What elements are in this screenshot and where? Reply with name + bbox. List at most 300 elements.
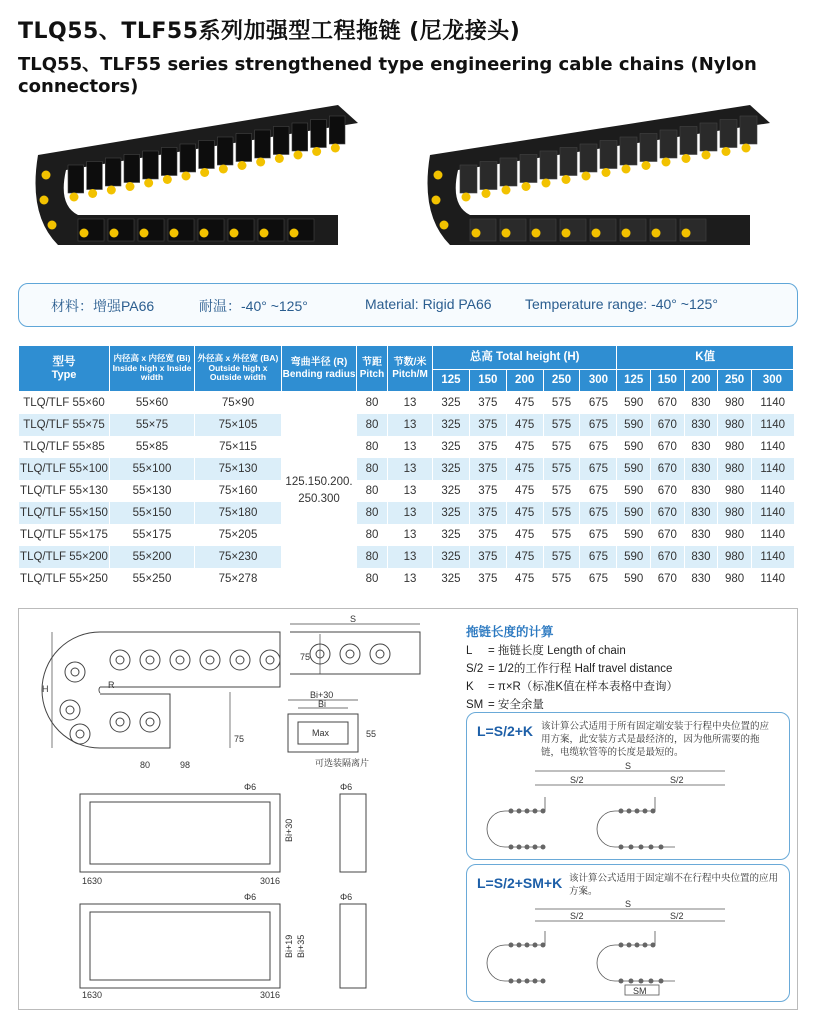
cell-k-value: 1140 xyxy=(751,524,793,546)
cell-type: TLQ/TLF 55×150 xyxy=(19,502,110,524)
chain-link xyxy=(540,151,557,179)
chain-bead xyxy=(619,845,624,850)
cell-total-height: 575 xyxy=(543,546,580,568)
chain-joint xyxy=(562,175,571,184)
cable-chain-photo-tlq xyxy=(18,95,378,270)
cell-inside: 55×85 xyxy=(110,436,195,458)
chain-link xyxy=(311,120,327,148)
cell-type: TLQ/TLF 55×200 xyxy=(19,546,110,568)
chain-bead xyxy=(619,943,624,948)
cell-k-value: 830 xyxy=(684,458,718,480)
cell-total-height: 575 xyxy=(543,524,580,546)
cell-outside: 75×278 xyxy=(195,568,282,590)
roller xyxy=(60,700,80,720)
dim-h: H xyxy=(42,684,49,694)
chain-bead xyxy=(533,845,538,850)
cell-k-value: 830 xyxy=(684,546,718,568)
dim-bi30: Bi+30 xyxy=(310,690,334,700)
temp-cn: 耐温：-40° ~125° xyxy=(199,298,308,314)
chain-bead xyxy=(541,809,546,814)
table-row xyxy=(19,480,794,502)
dim-55: 55 xyxy=(366,729,377,739)
cell-pitch-per-meter: 13 xyxy=(388,392,433,415)
dim-bi: Bi xyxy=(318,699,327,709)
dim-bi19: Bi+19 xyxy=(284,934,294,958)
cell-k-value: 670 xyxy=(651,458,685,480)
header-type: 型号 Type xyxy=(19,346,110,392)
cell-total-height: 325 xyxy=(433,458,470,480)
table-row xyxy=(19,568,794,590)
chain-link xyxy=(143,151,159,179)
cell-k-value: 670 xyxy=(651,524,685,546)
calc-title: 拖链长度的计算 xyxy=(466,625,554,639)
chain-joint xyxy=(260,229,269,238)
cell-total-height: 475 xyxy=(506,502,543,524)
table-row xyxy=(19,436,794,458)
header-h-col-125: 125 xyxy=(433,370,470,392)
chain-link xyxy=(180,144,196,172)
cell-total-height: 575 xyxy=(543,480,580,502)
table-row xyxy=(19,414,794,436)
cell-k-value: 980 xyxy=(718,524,752,546)
chain-joint xyxy=(312,147,321,156)
chain-bead xyxy=(533,809,538,814)
cell-k-value: 670 xyxy=(651,502,685,524)
roller xyxy=(370,644,390,664)
cell-bending-radius: 125.150.200. 250.300 xyxy=(282,392,357,591)
length-calculation xyxy=(466,622,678,712)
chain-bead xyxy=(635,943,640,948)
table-row xyxy=(19,458,794,480)
chain-bead xyxy=(629,845,634,850)
cell-k-value: 670 xyxy=(651,480,685,502)
roller xyxy=(260,650,280,670)
cell-k-value: 830 xyxy=(684,414,718,436)
page-title-en: TLQ55、TLF55 series strengthened type engineering cable chains (Nylon connectors) xyxy=(18,54,757,97)
cell-total-height: 675 xyxy=(580,458,617,480)
chain-bead xyxy=(643,943,648,948)
chain-link xyxy=(700,123,717,151)
chain-joint xyxy=(522,182,531,191)
cell-pitch-per-meter: 13 xyxy=(388,458,433,480)
chain-joint xyxy=(622,229,631,238)
chain-joint xyxy=(502,229,511,238)
dim-3016: 3016 xyxy=(260,876,281,886)
chain-bead xyxy=(541,979,546,984)
cell-total-height: 325 xyxy=(433,436,470,458)
chain-bead xyxy=(525,845,530,850)
cell-inside: 55×130 xyxy=(110,480,195,502)
f1-s: S xyxy=(625,761,632,771)
cell-pitch: 80 xyxy=(357,546,388,568)
chain-link xyxy=(161,148,177,176)
chain-joint xyxy=(702,151,711,160)
cell-total-height: 675 xyxy=(580,414,617,436)
chain-link xyxy=(660,130,677,158)
header-k-col-200: 200 xyxy=(684,370,718,392)
cell-inside: 55×100 xyxy=(110,458,195,480)
chain-bead xyxy=(651,943,656,948)
chain-link xyxy=(105,158,121,186)
cell-k-value: 980 xyxy=(718,480,752,502)
chain-joint xyxy=(163,175,172,184)
cell-total-height: 325 xyxy=(433,568,470,590)
f2-s: S xyxy=(625,899,632,909)
header-h-col-150: 150 xyxy=(469,370,506,392)
chain-bead xyxy=(517,809,522,814)
f1-s2-a: S/2 xyxy=(570,775,584,785)
temp-en: Temperature range: -40° ~125° xyxy=(525,296,718,312)
cell-k-value: 670 xyxy=(651,436,685,458)
cell-total-height: 325 xyxy=(433,480,470,502)
cell-k-value: 1140 xyxy=(751,546,793,568)
chain-joint xyxy=(440,221,449,230)
chain-joint xyxy=(472,229,481,238)
chain-joint xyxy=(200,229,209,238)
header-outside: 外径高 x 外径宽 (BA) Outside high x Outside width xyxy=(195,346,282,392)
dim-phi6: Φ6 xyxy=(244,782,257,792)
cell-total-height: 375 xyxy=(469,502,506,524)
roller xyxy=(110,712,130,732)
cell-outside: 75×115 xyxy=(195,436,282,458)
formula-1-diagram xyxy=(475,761,781,853)
cell-k-value: 590 xyxy=(617,480,651,502)
roller xyxy=(70,724,90,744)
chain-joint xyxy=(48,221,57,230)
chain-joint xyxy=(70,193,79,202)
cell-k-value: 590 xyxy=(617,392,651,415)
cell-pitch: 80 xyxy=(357,458,388,480)
chain-link xyxy=(600,141,617,169)
roller xyxy=(340,644,360,664)
cell-type: TLQ/TLF 55×250 xyxy=(19,568,110,590)
chain-joint xyxy=(230,229,239,238)
cell-total-height: 375 xyxy=(469,524,506,546)
chain-bead xyxy=(619,979,624,984)
cell-outside: 75×230 xyxy=(195,546,282,568)
chain-link xyxy=(460,165,477,193)
dim-98: 98 xyxy=(180,760,191,770)
calc-text: = 1/2的工作行程 Half travel distance xyxy=(488,663,673,675)
calc-symbol: S/2 xyxy=(466,663,484,675)
cell-total-height: 475 xyxy=(506,436,543,458)
cell-outside: 75×180 xyxy=(195,502,282,524)
cell-total-height: 375 xyxy=(469,458,506,480)
cell-outside: 75×105 xyxy=(195,414,282,436)
chain-joint xyxy=(144,179,153,188)
chain-joint xyxy=(80,229,89,238)
cell-pitch: 80 xyxy=(357,414,388,436)
cell-outside: 75×130 xyxy=(195,458,282,480)
cell-pitch: 80 xyxy=(357,480,388,502)
table-row xyxy=(19,502,794,524)
cell-k-value: 830 xyxy=(684,436,718,458)
cell-total-height: 675 xyxy=(580,524,617,546)
chain-bead xyxy=(525,979,530,984)
chain-bead xyxy=(533,943,538,948)
header-h-col-200: 200 xyxy=(506,370,543,392)
chain-link xyxy=(217,137,233,165)
chain-bead xyxy=(635,809,640,814)
calc-text: = π×R（标准K值在样本表格中查询） xyxy=(488,681,679,693)
cell-total-height: 325 xyxy=(433,524,470,546)
cell-k-value: 830 xyxy=(684,524,718,546)
cell-outside: 75×205 xyxy=(195,524,282,546)
chain-link xyxy=(520,155,537,183)
cell-k-value: 980 xyxy=(718,458,752,480)
chain-bead xyxy=(533,979,538,984)
calc-symbol: K xyxy=(466,681,474,693)
cell-k-value: 590 xyxy=(617,502,651,524)
chain-joint xyxy=(200,168,209,177)
chain-joint xyxy=(682,229,691,238)
chain-joint xyxy=(432,196,441,205)
chain-joint xyxy=(238,161,247,170)
chain-joint xyxy=(275,154,284,163)
roller xyxy=(170,650,190,670)
chain-link xyxy=(273,127,289,155)
formula-box-1 xyxy=(466,712,790,860)
cell-total-height: 375 xyxy=(469,568,506,590)
chain-bead xyxy=(509,809,514,814)
chain-joint xyxy=(682,154,691,163)
chain-joint xyxy=(40,196,49,205)
chain-joint xyxy=(482,189,491,198)
cell-k-value: 1140 xyxy=(751,392,793,415)
cell-k-value: 980 xyxy=(718,436,752,458)
roller xyxy=(140,650,160,670)
dim-bi35: Bi+35 xyxy=(296,934,306,958)
chain-joint xyxy=(294,151,303,160)
cell-type: TLQ/TLF 55×75 xyxy=(19,414,110,436)
chain-bead xyxy=(649,845,654,850)
cell-total-height: 325 xyxy=(433,546,470,568)
dim-phi6-c: Φ6 xyxy=(244,892,257,902)
cell-total-height: 475 xyxy=(506,458,543,480)
dim-s: S xyxy=(350,614,357,624)
chain-link xyxy=(292,123,308,151)
formula-1: L=S/2+K xyxy=(477,723,534,739)
header-inside: 内径高 x 内径宽 (Bi) Inside high x Inside width xyxy=(110,346,195,392)
cell-total-height: 375 xyxy=(469,414,506,436)
chain-bead xyxy=(619,809,624,814)
header-k-col-125: 125 xyxy=(617,370,651,392)
roller xyxy=(230,650,250,670)
cell-k-value: 980 xyxy=(718,546,752,568)
chain-joint xyxy=(219,165,228,174)
roller xyxy=(140,712,160,732)
dim-phi6-b: Φ6 xyxy=(340,782,353,792)
dim-75-top: 75 xyxy=(300,652,311,662)
cell-k-value: 980 xyxy=(718,414,752,436)
cell-pitch-per-meter: 13 xyxy=(388,568,433,590)
cell-inside: 55×150 xyxy=(110,502,195,524)
roller xyxy=(200,650,220,670)
f2-s2-b: S/2 xyxy=(670,911,684,921)
cell-pitch-per-meter: 13 xyxy=(388,436,433,458)
cell-total-height: 675 xyxy=(580,546,617,568)
cell-total-height: 675 xyxy=(580,502,617,524)
chain-link xyxy=(580,144,597,172)
cell-type: TLQ/TLF 55×130 xyxy=(19,480,110,502)
cell-total-height: 375 xyxy=(469,436,506,458)
cell-total-height: 575 xyxy=(543,568,580,590)
cell-k-value: 590 xyxy=(617,524,651,546)
calc-symbol: L xyxy=(466,645,473,657)
cell-total-height: 575 xyxy=(543,458,580,480)
chain-bead xyxy=(627,943,632,948)
chain-joint xyxy=(88,189,97,198)
calc-line xyxy=(466,696,678,712)
chain-joint xyxy=(742,144,751,153)
dim-phi6-d: Φ6 xyxy=(340,892,353,902)
chain-link xyxy=(199,141,215,169)
header-bending: 弯曲半径 (R) Bending radius xyxy=(282,346,357,392)
calc-text: = 拖链长度 Length of chain xyxy=(488,645,626,657)
chain-link xyxy=(560,148,577,176)
chain-link xyxy=(68,165,84,193)
cell-total-height: 675 xyxy=(580,480,617,502)
spec-table xyxy=(18,345,794,590)
cell-inside: 55×200 xyxy=(110,546,195,568)
formula-2-diagram xyxy=(475,899,781,997)
f2-s2-a: S/2 xyxy=(570,911,584,921)
chain-joint xyxy=(42,171,51,180)
cell-k-value: 590 xyxy=(617,458,651,480)
cell-pitch-per-meter: 13 xyxy=(388,414,433,436)
chain-bead xyxy=(649,979,654,984)
cell-outside: 75×90 xyxy=(195,392,282,415)
cell-total-height: 325 xyxy=(433,414,470,436)
material-cn: 材料：增强PA66 xyxy=(51,298,155,314)
cell-total-height: 675 xyxy=(580,392,617,415)
chain-bead xyxy=(643,809,648,814)
cell-k-value: 830 xyxy=(684,392,718,415)
cell-total-height: 475 xyxy=(506,414,543,436)
chain-bead xyxy=(525,809,530,814)
cell-k-value: 1140 xyxy=(751,568,793,590)
cell-k-value: 1140 xyxy=(751,414,793,436)
header-k-col-150: 150 xyxy=(651,370,685,392)
chain-link xyxy=(500,158,517,186)
chain-joint xyxy=(462,193,471,202)
cell-total-height: 475 xyxy=(506,546,543,568)
header-total-height: 总高 Total height (H) xyxy=(433,346,617,370)
cell-outside: 75×160 xyxy=(195,480,282,502)
cell-k-value: 590 xyxy=(617,546,651,568)
cell-type: TLQ/TLF 55×175 xyxy=(19,524,110,546)
header-k-col-300: 300 xyxy=(751,370,793,392)
chain-bead xyxy=(541,943,546,948)
technical-drawing xyxy=(30,612,460,1004)
cell-total-height: 475 xyxy=(506,392,543,415)
chain-joint xyxy=(622,165,631,174)
chain-bead xyxy=(517,943,522,948)
dim-75-side: 75 xyxy=(234,734,245,744)
chain-bead xyxy=(509,845,514,850)
chain-joint xyxy=(110,229,119,238)
dim-bi30-b: Bi+30 xyxy=(284,818,294,842)
header-k-col-250: 250 xyxy=(718,370,752,392)
calc-text: = 安全余量 xyxy=(488,699,544,711)
cell-inside: 55×75 xyxy=(110,414,195,436)
header-per-meter: 节数/米 Pitch/M xyxy=(388,346,433,392)
chain-link xyxy=(124,155,140,183)
header-k-value: K值 xyxy=(617,346,794,370)
cell-inside: 55×175 xyxy=(110,524,195,546)
chain-link xyxy=(480,162,497,190)
cell-total-height: 375 xyxy=(469,546,506,568)
cell-k-value: 830 xyxy=(684,502,718,524)
chain-bead xyxy=(659,979,664,984)
chain-bead xyxy=(525,943,530,948)
cell-pitch: 80 xyxy=(357,436,388,458)
chain-joint xyxy=(582,172,591,181)
cell-total-height: 475 xyxy=(506,568,543,590)
cell-k-value: 1140 xyxy=(751,502,793,524)
chain-joint xyxy=(592,229,601,238)
cell-total-height: 475 xyxy=(506,480,543,502)
header-pitch: 节距 Pitch xyxy=(357,346,388,392)
chain-joint xyxy=(126,182,135,191)
cell-pitch-per-meter: 13 xyxy=(388,546,433,568)
cell-total-height: 575 xyxy=(543,502,580,524)
chain-link xyxy=(740,116,757,144)
cell-total-height: 475 xyxy=(506,524,543,546)
calc-line xyxy=(466,678,678,694)
chain-bead xyxy=(627,809,632,814)
cell-total-height: 575 xyxy=(543,436,580,458)
chain-joint xyxy=(107,186,116,195)
header-h-col-250: 250 xyxy=(543,370,580,392)
cell-total-height: 325 xyxy=(433,502,470,524)
f1-s2-b: S/2 xyxy=(670,775,684,785)
dim-80: 80 xyxy=(140,760,151,770)
chain-link xyxy=(255,130,271,158)
cell-total-height: 575 xyxy=(543,414,580,436)
chain-link xyxy=(87,162,103,190)
cell-k-value: 830 xyxy=(684,568,718,590)
chain-joint xyxy=(642,161,651,170)
cell-inside: 55×60 xyxy=(110,392,195,415)
materials-bar xyxy=(18,283,798,327)
chain-joint xyxy=(542,179,551,188)
separator-note: 可选装隔离片 xyxy=(315,758,370,768)
chain-joint xyxy=(182,172,191,181)
chain-joint xyxy=(652,229,661,238)
chain-bead xyxy=(639,979,644,984)
chain-joint xyxy=(434,171,443,180)
calc-line xyxy=(466,642,678,658)
chain-joint xyxy=(331,144,340,153)
cell-total-height: 575 xyxy=(543,392,580,415)
chain-joint xyxy=(722,147,731,156)
formula-1-note: 该计算公式适用于所有固定端安装于行程中央位置的应用方案，此安装方式是最经济的，因为他所需要的拖链，电缆软管等的长度是最短的。 xyxy=(541,721,770,758)
cell-pitch: 80 xyxy=(357,568,388,590)
cell-k-value: 670 xyxy=(651,414,685,436)
cell-total-height: 675 xyxy=(580,568,617,590)
dim-1630-b: 1630 xyxy=(82,990,103,1000)
cell-k-value: 1140 xyxy=(751,480,793,502)
cell-k-value: 590 xyxy=(617,568,651,590)
chain-joint xyxy=(602,168,611,177)
page-title-cn: TLQ55、TLF55系列加强型工程拖链 (尼龙接头) xyxy=(18,19,521,44)
cell-type: TLQ/TLF 55×60 xyxy=(19,392,110,415)
cell-k-value: 980 xyxy=(718,392,752,415)
cell-total-height: 375 xyxy=(469,392,506,415)
cell-total-height: 375 xyxy=(469,480,506,502)
cell-k-value: 1140 xyxy=(751,436,793,458)
